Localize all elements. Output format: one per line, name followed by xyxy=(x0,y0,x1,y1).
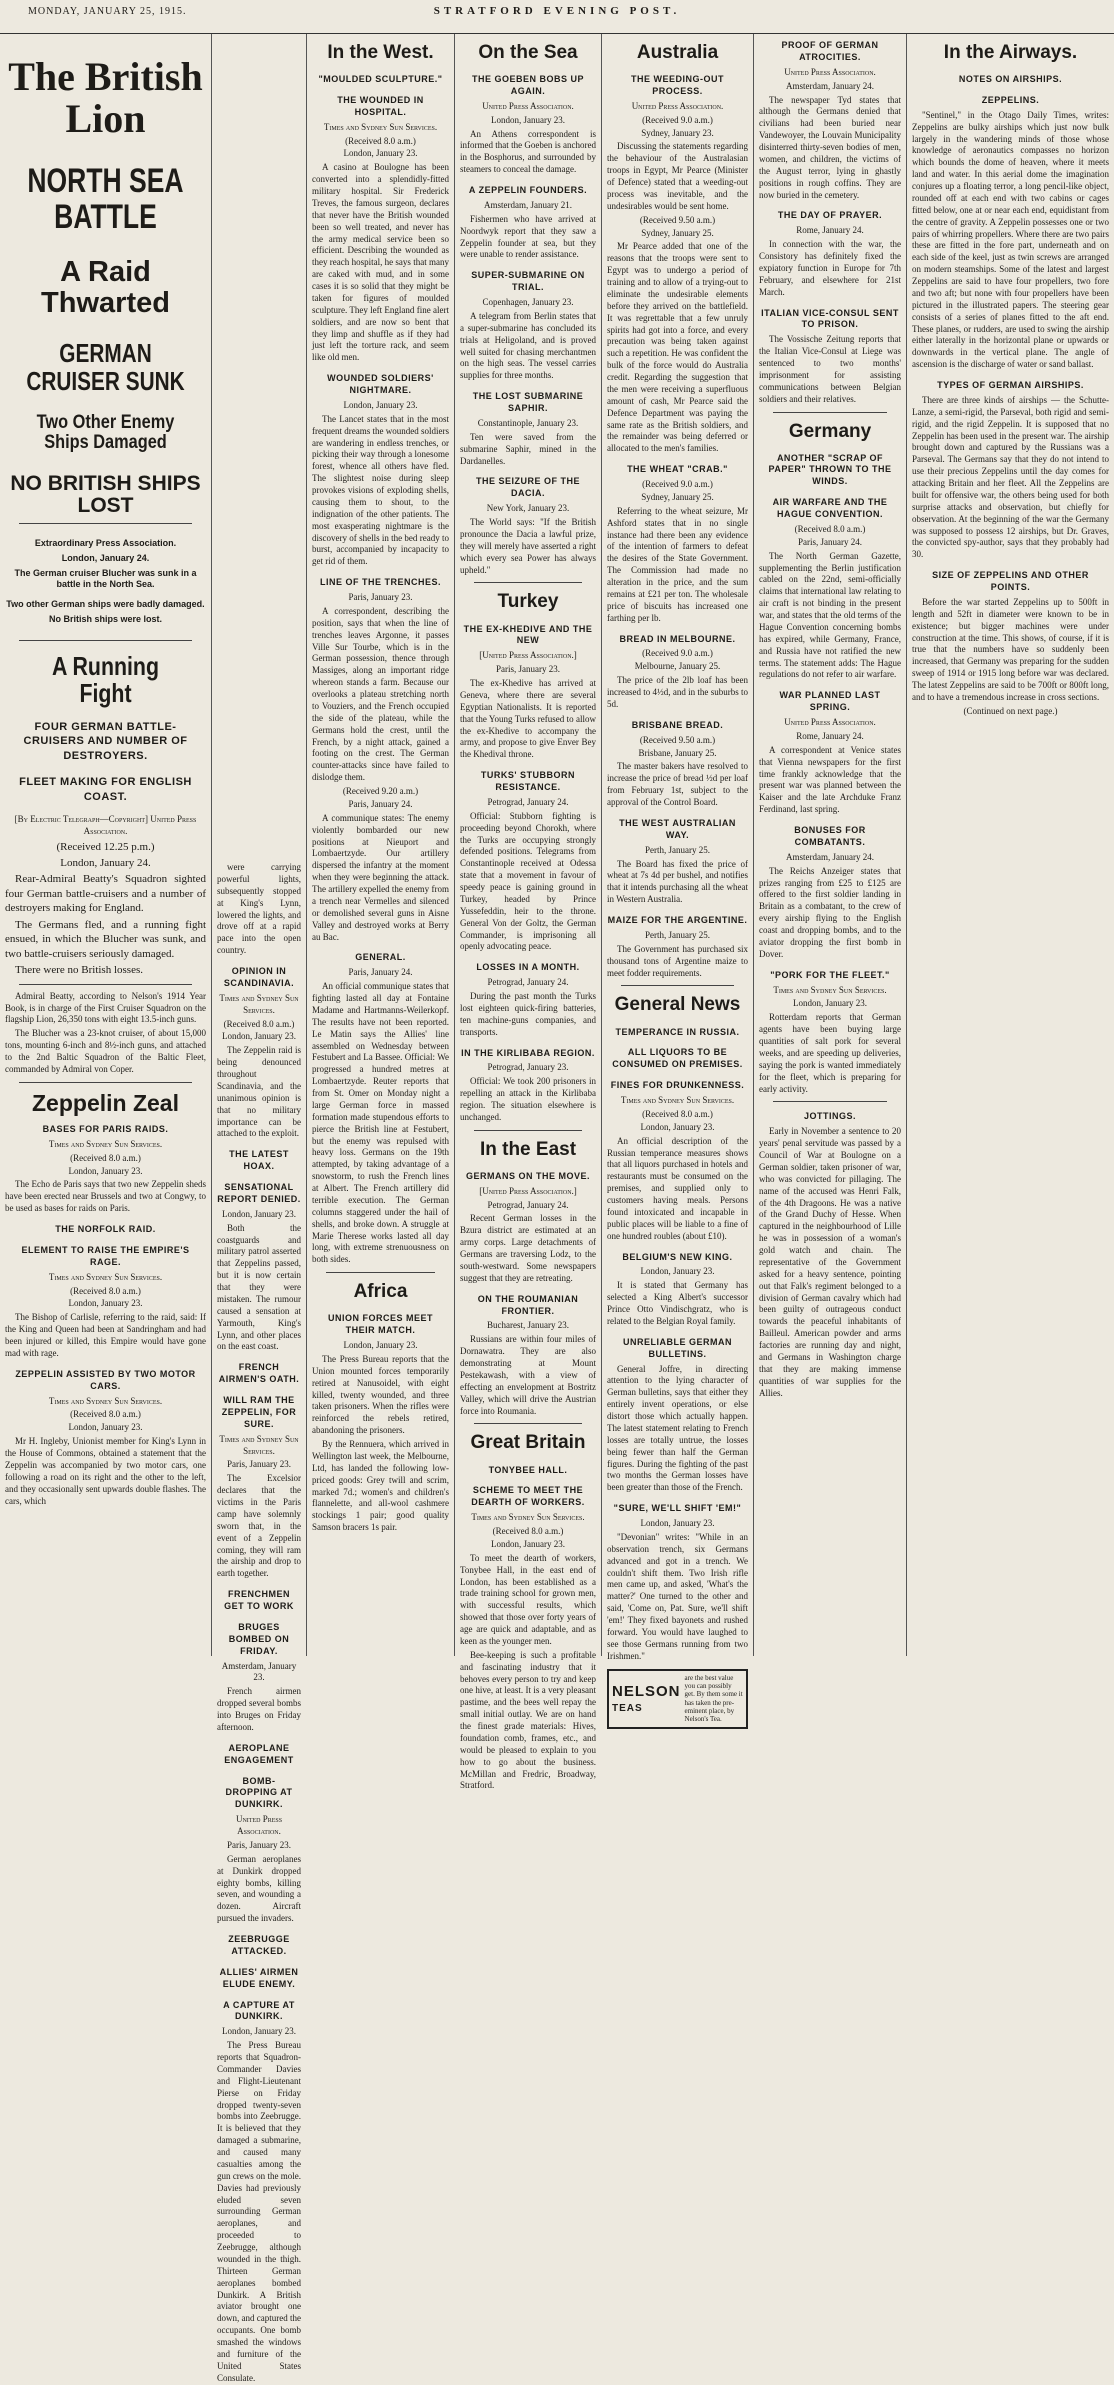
work-head: FRENCHMEN GET TO WORK xyxy=(224,1589,294,1611)
running-para-1: Rear-Admiral Beatty's Squadron sighted four German battle-cruisers and a number of destroyers making for England. xyxy=(5,873,206,915)
advert-text: are the best value you can possibly get. By them some it has taken the pre-eminent place, by Nelson's Tea. xyxy=(684,1673,743,1724)
khedive-text: The ex-Khedive has arrived at Geneva, where there are several Egyptian Nationalists. It is reported that the Young Turks refused to allow the ex-Khedive to accompany the army, and propose to give Enver Bey the Khedival throne. xyxy=(460,678,596,760)
hague-dateline: Paris, January 24. xyxy=(798,536,862,547)
norfolk-dateline: London, January 23. xyxy=(68,1298,143,1309)
sculpture-sub: THE WOUNDED IN HOSPITAL. xyxy=(337,94,424,117)
section-in-the-airways: In the Airways. xyxy=(943,42,1078,63)
scheme-dateline: London, January 23. xyxy=(491,1538,565,1549)
belgium-dateline: London, January 23. xyxy=(640,1266,715,1277)
bulletins-head: UNRELIABLE GERMAN BULLETINS. xyxy=(623,1336,732,1359)
temperance-dateline: London, January 23. xyxy=(640,1121,715,1132)
paper-title: STRATFORD EVENING POST. xyxy=(433,5,681,17)
prayer-head: THE DAY OF PRAYER. xyxy=(777,210,883,221)
dunkirk-source: United Press Association. xyxy=(235,1814,283,1836)
belgium-head: BELGIUM'S NEW KING. xyxy=(622,1251,733,1262)
africa-text-2: By the Rennuera, which arrived in Wellington last week, the Melbourne, Ltd, has landed the following low-priced goods: Grey twill and scrim, marked 7d.; women's and children's flannelette, and all-wool cashmere stockings 1 pair; good quality Samson bracers 1s pair. xyxy=(312,1439,449,1533)
airships-notes-head: NOTES ON AIRSHIPS. xyxy=(958,74,1063,85)
roumanian-head: ON THE ROUMANIAN FRONTIER. xyxy=(477,1293,579,1316)
headline-running-fight: A Running Fight xyxy=(52,651,159,709)
hoax-text: Both the coastguards and military patrol asserted that Zeppelins passed, but it is now certain that they were mistaken. The rumour caused a sensation at Yarmouth, King's Lynn, and other places on the east coast. xyxy=(217,1222,301,1352)
bulletins-text: General Joffre, in directing attention to the lying character of German bulletins, says that either they entirely invent operations, or else distort those which actually happen. The latest statement relating to French losses are totally untrue, the losses being fewer than half the German figures. During the fighting of the past two months the German losses have been greater than those of the French. xyxy=(607,1363,748,1493)
sculpture-text: A casino at Boulogne has been converted into a splendidly-fitted military hospital. Sir Frederick Treves, the famous surgeon, declares that never have the British wounded been so well treated, and never has the army medical service been so efficient. Describing the wounded as they reach hospital, he says that many are caked with mud, and in some cases it is so solid that they might be taken for figures of moulded sculpture. They left England fine alert soldiers, and are now so bent that they limp and shuffle as if they had just left the torture rack, and seem like old men. xyxy=(312,162,449,363)
zeppelin-size-text: Before the war started Zeppelins up to 500ft in length and 52ft in diameter were known to be in existence; but bigger machines were under construction at the time. This shows, of course, if it is true that the numbers have so suddenly been increased, that Germany was preparing for the sudden sweep of 1914 or 1915 long before war was declared. The latest Zeppelins are said to be 700ft or 800ft long, and to have a tremendous increase in cross sections. xyxy=(912,596,1109,702)
losses-text: During the past month the Turks lost eighteen quick-firing batteries, ten machine-guns companies, and transports. xyxy=(460,991,596,1037)
move-dateline: Petrograd, January 24. xyxy=(487,1199,569,1210)
running-para-3: There were no British losses. xyxy=(15,964,143,977)
running-dateline: London, January 24. xyxy=(60,856,151,869)
norfolk-text: The Bishop of Carlisle, referring to the raid, said: If the King and Queen had been at Sandringham and had been injured or killed, this Empire would have gone mad with rage. xyxy=(5,1312,206,1358)
norfolk-sub: ELEMENT TO RAISE THE EMPIRE'S RAGE. xyxy=(21,1244,190,1267)
trenches-head: LINE OF THE TRENCHES. xyxy=(319,577,441,588)
running-head-1: FOUR GERMAN BATTLE-CRUISERS AND NUMBER OF DESTROYERS. xyxy=(23,720,188,762)
allies-head: ALLIES' AIRMEN ELUDE ENEMY. xyxy=(219,1966,299,1989)
jottings-head: JOTTINGS. xyxy=(803,1111,856,1122)
scandinavia-head: OPINION IN SCANDINAVIA. xyxy=(223,966,295,988)
trenches-dateline-2: Paris, January 24. xyxy=(348,798,413,809)
saphir-head: THE LOST SUBMARINE SAPHIR. xyxy=(472,391,584,414)
zeppelin-dateline: London, January 23. xyxy=(68,1165,143,1176)
founders-dateline: Amsterdam, January 21. xyxy=(484,199,572,210)
temperance-text: An official description of the Russian temperance measures shows that all liquors purchased in hotels and restaurants must be consumed on the premises, and supplied only to customers having meals. Persons found intoxicated and incapable in public places will be liable to a fine of one hundred roubles (about £10). xyxy=(607,1135,748,1241)
africa-dateline: London, January 23. xyxy=(343,1340,418,1351)
capture-dateline: London, January 23. xyxy=(222,2026,296,2037)
capture-head: A CAPTURE AT DUNKIRK. xyxy=(223,1999,295,2022)
assist-dateline: London, January 23. xyxy=(68,1422,143,1433)
scandinavia-dateline: London, January 23. xyxy=(222,1031,296,1042)
trenches-text: A correspondent, describing the position, says that when the line of trenches leaves Argonne, it passes Ville Sur Tourbe, which is in the German possession, thence through Massiges, along an important ridge whereon stands a farm. Because our overlooks a plateau stretching north to Vouziers, and the French occupied the side of the plateau, while the Germans hold the crest, until the French, by a night attack, gained a footing on the crest. The German counter-attacks since have failed to dislodge them. xyxy=(312,605,449,783)
sculpture-received: (Received 8.0 a.m.) xyxy=(345,135,416,146)
prayer-text: In connection with the war, the Consistory has definitely fixed the expiatory function in Europe for 7th February, and elsewhere for 21st March. xyxy=(759,239,901,297)
hague-head: AIR WARFARE AND THE HAGUE CONVENTION. xyxy=(772,497,888,520)
weeding-received-2: (Received 9.50 a.m.) xyxy=(639,214,716,225)
goeben-head: THE GOEBEN BOBS UP AGAIN. xyxy=(471,74,584,96)
west-australian-head: THE WEST AUSTRALIAN WAY. xyxy=(619,817,736,840)
trial-dateline: Copenhagen, January 23. xyxy=(482,297,574,308)
zeppelin-text: The Echo de Paris says that two new Zeppelin sheds have been erected near Brussels and two at Congwy, to be used as bases for raids on Paris. xyxy=(5,1179,206,1214)
section-in-the-east: In the East xyxy=(479,1138,577,1160)
section-great-britain: Great Britain xyxy=(470,1432,586,1454)
sculpture-source: Times and Sydney Sun Services. xyxy=(323,121,438,132)
prayer-dateline: Rome, January 24. xyxy=(796,225,864,236)
atrocities-head: PROOF OF GERMAN ATROCITIES. xyxy=(781,40,879,62)
zeppelins-text: "Sentinel," in the Otago Daily Times, writes: Zeppelins are bulky airships which just now bulk largely in the wandering minds of those whose knowledge of aeronautics compasses no horizon which bounds the dome of heaven, where it meets land and water. In this aerial dome the imagination conjures up a floating terror, a long pencil-like object, rounded off at each end with two cabins or cages fitted below, one at or near each end, equidistant from the centre of gravity. A Zeppelin possesses one or two pairs of whirring propellers. Where there are two pairs these are fitted in the fore part, underneath and on each side of the keel, just as twin screws are arranged on modern steamships. Some of the latest and largest Zeppelins are said to have four propellers, two fore and two aft; but none with four propellers have been pictured in the illustrated papers. The steering gear consists of a series of planes fitted to the aft end. These planes, or rudders, are used to swing the airship either laterally in the horizontal plane or upwards or downwards in the vertical plane. The angle of ascension is the discharge of water or sand ballast. xyxy=(912,109,1109,370)
running-received: (Received 12.25 p.m.) xyxy=(56,840,155,853)
dacia-head: THE SEIZURE OF THE DACIA. xyxy=(475,476,580,499)
sculpture-dateline: London, January 23. xyxy=(343,148,418,159)
weeding-dateline-2: Sydney, January 25. xyxy=(641,227,714,238)
liquors-head: ALL LIQUORS TO BE CONSUMED ON PREMISES. xyxy=(612,1047,743,1070)
planned-text: A correspondent at Venice states that Vienna newspapers for the first time frankly acknowledge that the present war was planned between the Kaiser and the late Archduke Franz Ferdinand, last spring. xyxy=(759,744,901,815)
running-para-2: The Germans fled, and a running fight ensued, in which the Blucher was sunk, and two battle-cruisers seriously damaged. xyxy=(5,918,206,960)
airship-types-text: There are three kinds of airships — the Schutte-Lanze, a semi-rigid, the Parseval, both rigid and semi-rigid, and the rigid Zeppelin. It is supposed that no Zeppelin has been used in the present war. The airship brought down and captured by the Russians was a Parseval. The Germans say that they do not intend to use their precious Zeppelins until the day comes for attacking Britain and her fleet. All the Zeppelins are built for offensive war, the others being used for both surprise attacks and observation, but chiefly for observation. At the beginning of the war the Germany was supposed to possess 12 airships, but Dr. Graves, the convicted spy-author, says that they probably had 30. xyxy=(912,394,1109,560)
general-head: GENERAL. xyxy=(355,952,406,963)
wheat-head: THE WHEAT "CRAB." xyxy=(627,464,728,475)
jottings-text: Early in November a sentence to 20 years' penal servitude was passed by a Council of War at Boulogne on a German soldier, taken prisoner of war, who was convicted for pillaging. The name of the accused was Henri Falk, of the 4th Dragoons. He was a native of the Grand Duchy of Hesse. When captured in the neighbourhood of Lille he was in possession of a woman's gold watch and chain. The representative of the Government asked for a heavy sentence, pointing out that Falk's regiment belonged to a division of German cavalry which had been guilty of outrageous conduct towards the peaceful inhabitants of Bailleul. American powder and arms factories are running day and night, and Germans in Washington charge that they are making immense quantities of war supplies for the Allies. xyxy=(759,1126,901,1398)
consul-text: The Vossische Zeitung reports that the Italian Vice-Consul at Liege was sentenced to two months' imprisonment for assisting communications between Belgian soldiers and their relatives. xyxy=(759,334,901,404)
section-germany: Germany xyxy=(788,420,872,442)
wheat-text: Referring to the wheat seizure, Mr Ashford states that in no single instance had there been any evidence of the intention of farmers to defeat the desires of the State Government. The Commission had made no alteration in the price, and the sum remains at £21 per ton. The wholesale price of biscuits has increased one farthing per lb. xyxy=(607,505,748,623)
zeppelins-head: ZEPPELINS. xyxy=(981,94,1040,105)
africa-head: UNION FORCES MEET THEIR MATCH. xyxy=(327,1313,433,1336)
consul-head: ITALIAN VICE-CONSUL SENT TO PRISON. xyxy=(761,307,899,330)
section-on-the-sea: On the Sea xyxy=(478,42,578,63)
norfolk-source: Times and Sydney Sun Services. xyxy=(48,1271,163,1282)
pork-head: "PORK FOR THE FLEET." xyxy=(770,969,890,980)
nightmare-head: WOUNDED SOLDIERS' NIGHTMARE. xyxy=(327,373,434,396)
khedive-dateline: Paris, January 23. xyxy=(496,664,560,675)
headline-north-sea-battle: NORTH SEA BATTLE xyxy=(27,162,184,236)
trenches-dateline: Paris, January 23. xyxy=(348,592,413,603)
capture-text: The Press Bureau reports that Squadron-Commander Davies and Flight-Lieutenant Pierse on Friday dropped twenty-seven bombs into Zeebrugge. It is believed that they damaged a submarine, and caused many casualties among the gun crews on the mole. Davies had previously eluded seven surrounding German aeroplanes, and proceeded to Zeebrugge, although wounded in the thigh. Thirteen German aeroplanes bombed Dunkirk. A British aviator brought one down, and captured the occupants. One bomb smashed the windows and furniture of the United States Consulate. xyxy=(217,2040,301,2383)
nightmare-dateline: London, January 23. xyxy=(343,399,418,410)
belgium-text: It is stated that Germany has selected a King Albert's successor Prince Otto Vindischgratz, who is related to the Belgian Royal family. xyxy=(607,1280,748,1326)
scheme-text: To meet the dearth of workers, Tonybee Hall, in the east end of London, has been established as a trade training school for grown men, with successful results, which showed that those over forty years of age are quick and adaptable, and as keen as the younger men. xyxy=(460,1552,596,1646)
temperance-source: Times and Sydney Sun Services. xyxy=(620,1095,735,1106)
pork-source: Times and Sydney Sun Services. xyxy=(773,984,887,995)
founders-text: Fishermen who have arrived at Noordwyk report that they saw a Zeppelin founder at sea, but they were unable to render assistance. xyxy=(460,213,596,260)
dacia-dateline: New York, January 23. xyxy=(486,503,570,514)
maize-head: MAIZE FOR THE ARGENTINE. xyxy=(607,915,748,926)
maize-dateline: Perth, January 25. xyxy=(645,929,710,940)
oath-text: The Excelsior declares that the victims in the Paris camp have solemnly sworn that, in the event of a Zeppelin coming, they will ram the airship and drop to earth together. xyxy=(217,1473,301,1579)
kirlibaba-dateline: Petrograd, January 23. xyxy=(487,1062,569,1073)
scheme-received: (Received 8.0 a.m.) xyxy=(492,1526,564,1537)
section-in-the-west: In the West. xyxy=(327,42,434,63)
airship-types-head: TYPES OF GERMAN AIRSHIPS. xyxy=(937,380,1084,391)
dunkirk-text: German aeroplanes at Dunkirk dropped eighty bombs, killing seven, and wounding a dozen. Aircraft pursued the invaders. xyxy=(217,1853,301,1924)
brisbane-dateline: Brisbane, January 25. xyxy=(638,747,717,758)
losses-head: LOSSES IN A MONTH. xyxy=(476,962,580,973)
roumanian-text: Russians are within four miles of Dornawatra. They are also demonstrating at Mount Pestekawash, with a view of effecting an envelopment at Bostritz Valley, which will drive the Austrian force into Roumania. xyxy=(460,1334,596,1416)
section-general-news: General News xyxy=(614,994,741,1016)
bonuses-dateline: Amsterdam, January 24. xyxy=(786,851,874,862)
headline-cruiser-sunk: GERMAN CRUISER SUNK xyxy=(26,338,185,396)
weeding-text: Discussing the statements regarding the behaviour of the Australasian troops in Egypt, Mr Pearce (Minister of Defence) stated that a weeding-out process was inevitable, and the undesirables would be sent home. xyxy=(607,141,748,211)
zeppelin-received: (Received 8.0 a.m.) xyxy=(70,1152,141,1163)
africa-text: The Press Bureau reports that the Union mounted forces temporarily retired at Nanusoidel, with eight killed, twenty wounded, and three taken prisoners. When the rifles were reinforced the rebels retired, abandoning the prisoners. xyxy=(312,1353,449,1436)
saphir-dateline: Constantinople, January 23. xyxy=(477,417,579,428)
west-australian-dateline: Perth, January 25. xyxy=(645,844,710,855)
move-head: GERMANS ON THE MOVE. xyxy=(465,1170,590,1181)
pork-text: Rotterdam reports that German agents have been buying large quantities of salt pork for several weeks, and are speeding up deliveries, saying the pork is wanted immediately for the fleet, which is preparing for early activity. xyxy=(759,1012,901,1094)
trenches-received: (Received 9.20 a.m.) xyxy=(342,786,419,797)
nightmare-text: The Lancet states that in the most frequent dreams the wounded soldiers are wandering in endless trenches, or picking their way through a lonesome forest, whence all others have fled. The slightest noise during sleep provokes visions of exploding shells, causing them to shout, to the indignation of the other patients. The most exasperating nightmare is the discovery of shells in the bed ready to burst, accompanied by incapacity to get rid of them. xyxy=(312,413,449,567)
assist-head: ZEPPELIN ASSISTED BY TWO MOTOR CARS. xyxy=(15,1368,196,1391)
planned-source: United Press Association. xyxy=(784,717,876,728)
brisbane-received: (Received 9.50 a.m.) xyxy=(639,734,716,745)
goeben-dateline: London, January 23. xyxy=(491,114,565,125)
resistance-text: Official: Stubborn fighting is proceeding beyond Chorokh, where the Turks are occupying strongly defended positions. Telegrams from Constantinople received at Odessa state that a movement in favour of speedy peace is gaining ground in Turkey, headed by Prince Yussefeddin, heir to the throne. General Von der Goltz, the German Commander, is imprisoning all openly advocating peace. xyxy=(460,810,596,952)
column-7 xyxy=(907,34,1114,1656)
trenches-text-2: A communique states: The enemy violently bombarded our new positions at Nieuport and Lombaertzyde. Our artillery dispersed the infantry at the moment when they were beginning the attack. The artillery expelled the enemy from a trench near Vermelles and silenced or demolished several guns in Aisne Valley and destroyed works at Berry au Bac. xyxy=(312,812,449,942)
kirlibaba-head: IN THE KIRLIBABA REGION. xyxy=(461,1047,595,1058)
hoax-sub: SENSATIONAL REPORT DENIED. xyxy=(217,1182,301,1204)
zeppelin-source: Times and Sydney Sun Services. xyxy=(48,1138,163,1149)
zeppelin-size-head: SIZE OF ZEPPELINS AND OTHER POINTS. xyxy=(932,570,1089,593)
headline-zeppelin-zeal: Zeppelin Zeal xyxy=(32,1089,179,1116)
headline-raid-thwarted: A Raid Thwarted xyxy=(41,256,170,319)
hoax-dateline: London, January 23. xyxy=(222,1208,296,1219)
scandinavia-source: Times and Sydney Sun Services. xyxy=(219,992,299,1015)
headline-ships-damaged: Two Other Enemy Ships Damaged xyxy=(36,411,175,453)
press-dateline: London, January 24. xyxy=(61,552,150,563)
goeben-source: United Press Association. xyxy=(482,100,574,111)
nelson-tea-advert xyxy=(607,1669,748,1729)
advert-brand-2: TEAS xyxy=(612,1703,643,1714)
headline-no-ships-lost: NO BRITISH SHIPS LOST xyxy=(10,471,201,517)
column-5 xyxy=(602,34,754,1724)
continued-note: (Continued on next page.) xyxy=(963,705,1058,716)
atrocities-dateline: Amsterdam, January 24. xyxy=(786,80,874,91)
hoax-head: THE LATEST HOAX. xyxy=(229,1149,289,1172)
oath-dateline: Paris, January 23. xyxy=(227,1459,291,1470)
bulletin-line-3: No British ships were lost. xyxy=(48,614,163,625)
assist-text: Mr H. Ingleby, Unionist member for King's Lynn in the House of Commons, obtained a statement that the Zeppelin was accompanied by two motor cars, one following a road on its right and the other to the left, and they occasionally sent upwards double flashes. The cars, which xyxy=(5,1436,206,1506)
trial-text: A telegram from Berlin states that a super-submarine has concluded its trials at Heligoland, and is proved well suited for chasing merchantmen on the high seas. The vessel carries supplies for three months. xyxy=(460,310,596,381)
assist-source: Times and Sydney Sun Services. xyxy=(48,1395,163,1406)
resistance-dateline: Petrograd, January 24. xyxy=(487,796,569,807)
brisbane-text: The master bakers have resolved to increase the price of bread ½d per loaf from February 1st, subject to the approval of the Control Board. xyxy=(607,761,748,808)
move-text: Recent German losses in the Bzura district are estimated at an army corps. Large detachments of Germans are traversing Lodz, to the south-westward. Some newspapers suggest that they are retreating. xyxy=(460,1213,596,1283)
running-para-4: Admiral Beatty, according to Nelson's 1914 Year Book, is in charge of the First Cruiser Squadron on the flagship Lion, 26,350 tons with eight 13.5-inch guns. xyxy=(5,990,206,1025)
shift-dateline: London, January 23. xyxy=(640,1518,715,1529)
bruges-dateline: Amsterdam, January 23. xyxy=(221,1660,297,1683)
scheme-head: SCHEME TO MEET THE DEARTH OF WORKERS. xyxy=(471,1485,585,1508)
temperance-head: TEMPERANCE IN RUSSIA. xyxy=(615,1026,740,1037)
bulletin-line-2: Two other German ships were badly damaged. xyxy=(6,599,205,610)
weeding-dateline: Sydney, January 23. xyxy=(641,127,714,138)
kirlibaba-text: Official: We took 200 prisoners in repelling an attack in the Kirlibaba region. The situation elsewhere is unchanged. xyxy=(460,1076,596,1122)
khedive-source: [United Press Association.] xyxy=(479,650,577,661)
bread-text: The price of the 2lb loaf has been increased to 4½d, and in the suburbs to 5d. xyxy=(607,675,748,709)
maize-text: The Government has purchased six thousand tons of Argentine maize to meet fodder requirements. xyxy=(607,943,748,978)
founders-head: A ZEPPELIN FOUNDERS. xyxy=(468,185,588,196)
bruges-head: BRUGES BOMBED ON FRIDAY. xyxy=(228,1621,290,1656)
brisbane-head: BRISBANE BREAD. xyxy=(631,719,724,730)
norfolk-head: THE NORFOLK RAID. xyxy=(55,1224,156,1235)
scrap-head: ANOTHER "SCRAP OF PAPER" THROWN TO THE WINDS. xyxy=(768,452,892,487)
fines-head: FINES FOR DRUNKENNESS. xyxy=(610,1080,745,1091)
section-turkey: Turkey xyxy=(497,591,559,613)
saphir-text: Ten were saved from the submarine Saphir, mined in the Dardanelles. xyxy=(460,431,596,466)
planned-dateline: Rome, January 24. xyxy=(796,730,864,741)
column-2 xyxy=(212,34,307,2383)
masthead xyxy=(0,0,1114,34)
goeben-text: An Athens correspondent is informed that the Goeben is anchored in the Bosphorus, and surrounded by steamers to conceal the damage. xyxy=(460,128,596,175)
atrocities-text: The newspaper Tyd states that although the Germans denied that civilians had been buried near Vandewoyer, the Louvain Municipality disinterred thirty-seven bodies of men, women, and children, the victims of the August terror, lying in ghastly positions in rough coffins. They are now buried in the cemetery. xyxy=(759,94,901,200)
column-4 xyxy=(455,34,602,1791)
bread-received: (Received 9.0 a.m.) xyxy=(642,648,713,659)
scheme-source: Times and Sydney Sun Services. xyxy=(471,1512,585,1523)
column-3 xyxy=(307,34,455,1656)
sculpture-head: "MOULDED SCULPTURE." xyxy=(318,74,443,85)
bulletin-line-1: The German cruiser Blucher was sunk in a battle in the North Sea. xyxy=(14,567,197,590)
losses-dateline: Petrograd, January 24. xyxy=(487,977,569,988)
continued-text: were carrying powerful lights, subsequently stopped at King's Lynn, lowered the lights, and drove off at a rapid pace into the open country. xyxy=(217,862,301,956)
bread-head: BREAD IN MELBOURNE. xyxy=(619,633,736,644)
resistance-head: TURKS' STUBBORN RESISTANCE. xyxy=(480,770,576,793)
assist-received: (Received 8.0 a.m.) xyxy=(70,1409,141,1420)
bonuses-head: BONUSES FOR COMBATANTS. xyxy=(794,825,866,847)
dunkirk-head: BOMB-DROPPING AT DUNKIRK. xyxy=(225,1775,293,1810)
bonuses-text: The Reichs Anzeiger states that prizes ranging from £25 to £125 are offered to the first soldier landing in Britain as a combatant, to the crew of every airship flying to the English coast and dropping bombs, and to the aviator dropping the first bomb in Dover. xyxy=(759,865,901,959)
zeebrugge-head: ZEEBRUGGE ATTACKED. xyxy=(228,1934,290,1956)
weeding-received: (Received 9.0 a.m.) xyxy=(642,114,713,125)
dacia-text: The World says: "If the British pronounce the Dacia a lawful prize, they will merely have asserted a right which every sea Power has always upheld." xyxy=(460,517,596,575)
press-line: Extraordinary Press Association. xyxy=(34,537,177,548)
column-1 xyxy=(0,34,212,1656)
shift-text: "Devonian" writes: "While in an observation trench, six Germans advanced and got in a trench. We couldn't shift them. Two Irish rifle men came up, and asked, 'What's the matter?' One turned to the other and said, 'Come on, Pat. Sure, we'll shift 'em!' They fixed bayonets and rushed forward. You would have laughed to see those Germans running from two Irishmen." xyxy=(607,1531,748,1661)
scandinavia-text: The Zeppelin raid is being denounced throughout Scandinavia, and the unanimous opinion is that no military importance can be attached to the exploit. xyxy=(217,1045,301,1139)
weeding-text-2: Mr Pearce added that one of the reasons that the troops were sent to Egypt was to undergo a period of training and to allow of a trying-out to eliminate the undesirable elements before they arrived on the battlefield. It was regrettable that a few unruly spirits had got into a force, and every precaution was being taken against such a repetition. He was confident the bulk of the force would do Australia credit. Regarding the suggestion that the men were receiving a superfluous amount of cash, Mr Pearce said the Defence Department was paying the same rate as the British soldiers, and the remainder was being deferred or allocated to the men's families. xyxy=(607,241,748,454)
headline-british-lion: The British Lion xyxy=(8,54,203,141)
issue-date: MONDAY, JANUARY 25, 1915. xyxy=(28,6,187,17)
advert-brand: NELSON xyxy=(612,1683,681,1701)
norfolk-received: (Received 8.0 a.m.) xyxy=(70,1285,141,1296)
running-source: [By Electric Telegraph—Copyright] United Press Association. xyxy=(14,814,197,837)
wheat-received: (Received 9.0 a.m.) xyxy=(642,479,713,490)
tonybee-head: TONYBEE HALL. xyxy=(488,1464,568,1475)
running-para-5: The Blucher was a 23-knot cruiser, of about 15,000 tons, mounting 6-inch and 8½-inch guns, and attached to the 2nd Baltic Squadron of the Baltic Fleet, commanded by Admiral von Coper. xyxy=(5,1028,206,1074)
oath-head: FRENCH AIRMEN'S OATH. xyxy=(218,1362,300,1385)
wheat-dateline: Sydney, January 25. xyxy=(641,491,714,502)
weeding-source: United Press Association. xyxy=(631,100,724,111)
section-africa: Africa xyxy=(353,1281,408,1303)
hague-text: The North German Gazette, supplementing the Berlin justification cabled on the 22nd, semi-officially claims that international law relating to air craft is not binding in the present war, and states that the old terms of the Hague Convention concerning bombs has expired, while Germany, France, and Russia have not ratified the new terms. The statement adds: The Hague regulations do not refer to air warfare. xyxy=(759,550,901,680)
planned-head: WAR PLANNED LAST SPRING. xyxy=(779,690,881,713)
shift-head: "SURE, WE'LL SHIFT 'EM!" xyxy=(613,1503,742,1514)
column-6 xyxy=(754,34,907,1656)
roumanian-dateline: Bucharest, January 23. xyxy=(487,1320,569,1331)
weeding-head: THE WEEDING-OUT PROCESS. xyxy=(631,74,724,96)
khedive-head: THE EX-KHEDIVE AND THE NEW xyxy=(463,623,593,646)
move-source: [United Press Association.] xyxy=(479,1185,577,1196)
dunkirk-dateline: Paris, January 23. xyxy=(227,1839,291,1850)
bruges-text: French airmen dropped several bombs into Bruges on Friday afternoon. xyxy=(217,1686,301,1732)
aeroplane-head: AEROPLANE ENGAGEMENT xyxy=(224,1742,294,1765)
temperance-received: (Received 8.0 a.m.) xyxy=(642,1108,713,1119)
oath-source: Times and Sydney Sun Services. xyxy=(219,1433,299,1456)
section-australia: Australia xyxy=(636,42,719,63)
zeppelin-head: BASES FOR PARIS RAIDS. xyxy=(42,1123,169,1134)
bread-dateline: Melbourne, January 25. xyxy=(634,661,721,672)
scandinavia-received: (Received 8.0 a.m.) xyxy=(223,1018,295,1029)
pork-dateline: London, January 23. xyxy=(793,998,867,1009)
general-dateline: Paris, January 24. xyxy=(348,967,413,978)
oath-sub: WILL RAM THE ZEPPELIN, FOR SURE. xyxy=(221,1395,297,1429)
west-australian-text: The Board has fixed the price of wheat at 7s 4d per bushel, and notifies that it intends purchasing all the wheat in Western Australia. xyxy=(607,858,748,905)
general-text: An official communique states that fighting lasted all day at Fontaine Madame and Hartmanns-Weilerkopf. The results have not been reported. Le Matin says the Allies' line assembled on Wednesday between Festubert and La Bassee. Official: We progressed a hundred metres at Lombaertzyde. Reuter reports that from St. Omer on Monday night a large German force in massed formation made stupendous efforts to pierce the British line at Festubert, but the enemy was repulsed with heavy loss. Germans on the 19th attempted, by taking advantage of a snowstorm, to rush the French lines at Albert. The French artillery did terrible execution. The German columns staggered under the hail of shells, and broke down. A struggle at Marie Therese works lasted all day long, with extreme strenuousness on both sides. xyxy=(312,981,449,1265)
atrocities-source: United Press Association. xyxy=(784,66,876,77)
trial-head: SUPER-SUBMARINE ON TRIAL. xyxy=(471,270,585,293)
beekeeping-text: Bee-keeping is such a profitable and fascinating industry that it behoves every person to try and keep one hive, at least. It is a very pleasant pastime, and the bees well repay the small initial outlay. We are on hand the finest grade materials: Hives, foundation comb, frames, etc., and would be pleased to explain to you how to go about the business. McMillan and Fredric, Broadway, Stratford. xyxy=(460,1649,596,1791)
running-head-2: FLEET MAKING FOR ENGLISH COAST. xyxy=(19,776,192,803)
hague-received: (Received 8.0 a.m.) xyxy=(794,523,866,534)
